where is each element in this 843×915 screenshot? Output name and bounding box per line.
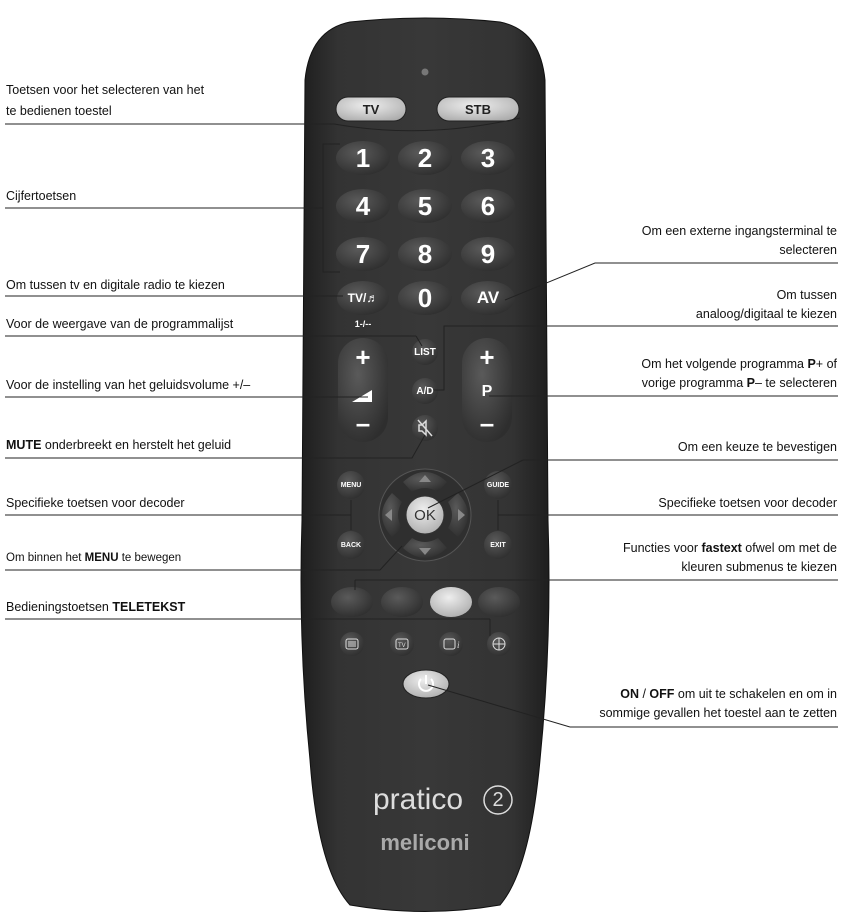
label-mute-rest: onderbreekt en herstelt het geluid	[41, 438, 232, 452]
key-1-label: 1	[355, 142, 371, 173]
label-program-pm-line2-pre: vorige programma	[641, 376, 747, 390]
color-key-4[interactable]	[478, 587, 520, 617]
label-select-device-line2: te bedienen toestel	[6, 104, 112, 118]
key-9-label: 9	[480, 238, 496, 269]
label-teletext-pre: Bedieningstoetsen	[6, 600, 113, 614]
label-program-pm-line1-post: + of	[815, 357, 837, 371]
label-power-sep: /	[638, 687, 650, 701]
program-plus-label: +	[479, 341, 495, 372]
label-mute	[6, 438, 231, 453]
volume-plus-label: +	[355, 341, 371, 372]
key-5-label: 5	[417, 190, 433, 221]
program-p-label: P	[481, 383, 493, 400]
key-tv-radio-label: TV/♬	[347, 291, 379, 305]
ok-key-label: OK	[414, 506, 436, 524]
label-teletext	[6, 600, 185, 615]
color-key-2[interactable]	[381, 587, 423, 617]
stb-key-label: STB	[465, 101, 491, 117]
label-menu-move	[6, 551, 181, 566]
label-volume: Voor de instelling van het geluidsvolume +/–	[6, 378, 251, 392]
label-fastext-line2: kleuren submenus te kiezen	[681, 560, 837, 574]
label-fastext-pre: Functies voor	[623, 541, 702, 555]
label-menu-move-bold: MENU	[84, 552, 119, 564]
label-fastext-bold: fastext	[701, 541, 742, 555]
label-program-pm-line1-pre: Om het volgende programma	[641, 357, 808, 371]
svg-text:i: i	[457, 640, 460, 650]
label-decoder-left: Specifieke toetsen voor decoder	[6, 496, 185, 510]
ad-key-label: A/D	[416, 385, 434, 397]
label-teletext-bold: TELETEKST	[112, 600, 186, 614]
label-external-input-line2: selecteren	[779, 243, 837, 257]
label-tv-radio: Om tussen tv en digitale radio te kiezen	[6, 278, 225, 292]
label-program-pm-line1	[641, 357, 837, 372]
list-key-label: LIST	[414, 346, 436, 358]
key-4-label: 4	[355, 190, 371, 221]
label-analog-digital-line1: Om tussen	[776, 288, 837, 302]
label-program-pm-line1-bold: P	[807, 357, 816, 371]
label-decoder-right: Specifieke toetsen voor decoder	[658, 496, 837, 510]
label-program-pm-line2-bold: P	[746, 376, 755, 390]
brand-logo: meliconi	[380, 830, 470, 855]
color-key-3[interactable]	[430, 587, 472, 617]
label-fastext-line1	[623, 541, 837, 556]
key-8-label: 8	[417, 238, 433, 269]
label-external-input-line1: Om een externe ingangsterminal te	[641, 224, 837, 238]
label-program-pm-line2-post: – te selecteren	[755, 376, 837, 390]
key-3-label: 3	[480, 142, 496, 173]
key-7-label: 7	[355, 238, 371, 269]
label-mute-bold: MUTE	[6, 438, 42, 452]
label-menu-move-pre: Om binnen het	[6, 552, 85, 564]
key-0-label: 0	[417, 282, 433, 313]
label-power-line1	[620, 687, 837, 702]
program-minus-label: –	[479, 407, 495, 438]
key-6-label: 6	[480, 190, 496, 221]
svg-text:TV: TV	[398, 643, 406, 649]
guide-key-label: GUIDE	[486, 481, 510, 489]
back-key-label: BACK	[340, 541, 362, 549]
key-av-label: AV	[476, 288, 500, 307]
label-fastext-post: ofwel om met de	[741, 541, 837, 555]
color-key-1[interactable]	[331, 587, 373, 617]
label-power-on: ON	[620, 687, 639, 701]
label-power-line2: sommige gevallen het toestel aan te zetten	[599, 706, 837, 720]
label-menu-move-post: te bewegen	[118, 552, 182, 564]
label-analog-digital-line2: analoog/digitaal te kiezen	[695, 307, 837, 321]
label-confirm: Om een keuze te bevestigen	[677, 440, 837, 454]
key-2-label: 2	[417, 142, 433, 173]
label-program-pm-line2	[642, 376, 837, 391]
label-power-off: OFF	[649, 687, 675, 701]
label-digit-keys: Cijfertoetsen	[6, 189, 77, 203]
model-name: pratico	[372, 783, 464, 816]
label-power-post: om uit te schakelen en om in	[674, 687, 837, 701]
digit-mode-label: 1-/--	[354, 319, 372, 329]
volume-minus-label: –	[355, 407, 371, 438]
led-indicator	[422, 69, 429, 76]
tv-key-label: TV	[362, 101, 380, 117]
menu-key-label: MENU	[340, 481, 362, 489]
label-program-list: Voor de weergave van de programmalijst	[6, 317, 234, 331]
label-select-device-line1: Toetsen voor het selecteren van het	[6, 83, 205, 97]
exit-key-label: EXIT	[490, 541, 506, 549]
model-number: 2	[492, 788, 504, 811]
